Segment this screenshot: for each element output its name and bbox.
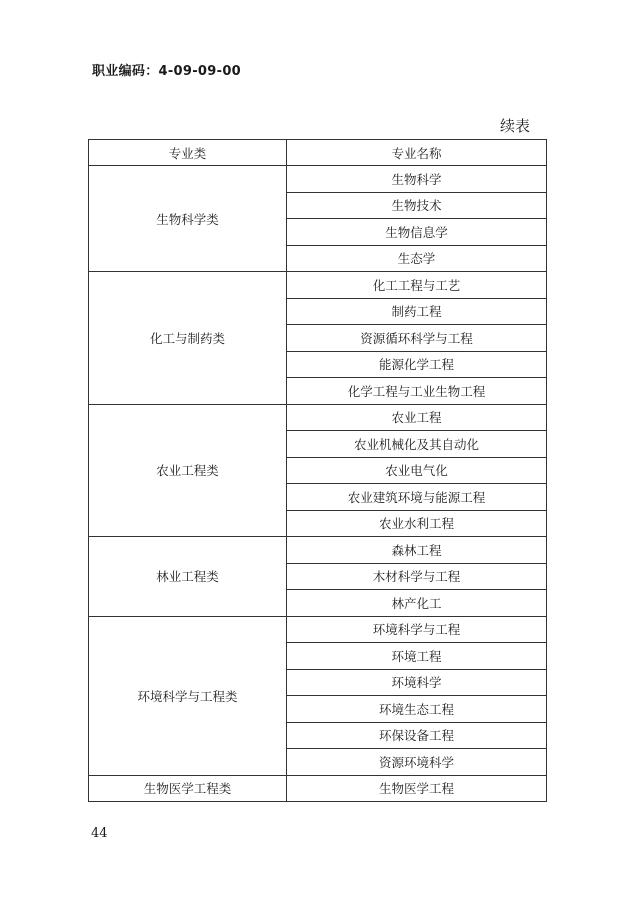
major-cell: 农业机械化及其自动化	[287, 431, 547, 458]
major-cell: 生态学	[287, 245, 547, 272]
major-cell: 农业工程	[287, 404, 547, 431]
major-cell: 森林工程	[287, 537, 547, 564]
category-cell: 生物医学工程类	[89, 775, 287, 802]
majors-table	[88, 139, 547, 802]
major-cell: 资源环境科学	[287, 749, 547, 776]
major-cell: 环境生态工程	[287, 696, 547, 723]
major-cell: 化工工程与工艺	[287, 272, 547, 299]
occupation-code: 职业编码：4-09-09-00	[92, 64, 242, 79]
major-cell: 木材科学与工程	[287, 563, 547, 590]
major-cell: 农业电气化	[287, 457, 547, 484]
major-cell: 能源化学工程	[287, 351, 547, 378]
table-row	[89, 272, 547, 299]
major-cell: 环境科学	[287, 669, 547, 696]
page-number: 44	[91, 826, 108, 841]
table-header-row	[89, 140, 547, 166]
major-cell: 环境科学与工程	[287, 616, 547, 643]
major-cell: 生物科学	[287, 166, 547, 193]
category-cell: 生物科学类	[89, 166, 287, 272]
table-row	[89, 166, 547, 193]
column-header-category: 专业类	[89, 140, 287, 166]
continued-label: 续表	[500, 117, 531, 135]
category-cell: 林业工程类	[89, 537, 287, 617]
major-cell: 农业水利工程	[287, 510, 547, 537]
major-cell: 生物医学工程	[287, 775, 547, 802]
major-cell: 农业建筑环境与能源工程	[287, 484, 547, 511]
column-header-major: 专业名称	[287, 140, 547, 166]
major-cell: 化学工程与工业生物工程	[287, 378, 547, 405]
category-cell: 化工与制药类	[89, 272, 287, 405]
category-cell: 农业工程类	[89, 404, 287, 537]
table-row	[89, 537, 547, 564]
category-cell: 环境科学与工程类	[89, 616, 287, 775]
table-row	[89, 616, 547, 643]
major-cell: 环保设备工程	[287, 722, 547, 749]
major-cell: 林产化工	[287, 590, 547, 617]
major-cell: 环境工程	[287, 643, 547, 670]
table-body	[89, 166, 547, 802]
major-cell: 制药工程	[287, 298, 547, 325]
table-row	[89, 775, 547, 802]
major-cell: 生物技术	[287, 192, 547, 219]
major-cell: 生物信息学	[287, 219, 547, 246]
table-row	[89, 404, 547, 431]
major-cell: 资源循环科学与工程	[287, 325, 547, 352]
